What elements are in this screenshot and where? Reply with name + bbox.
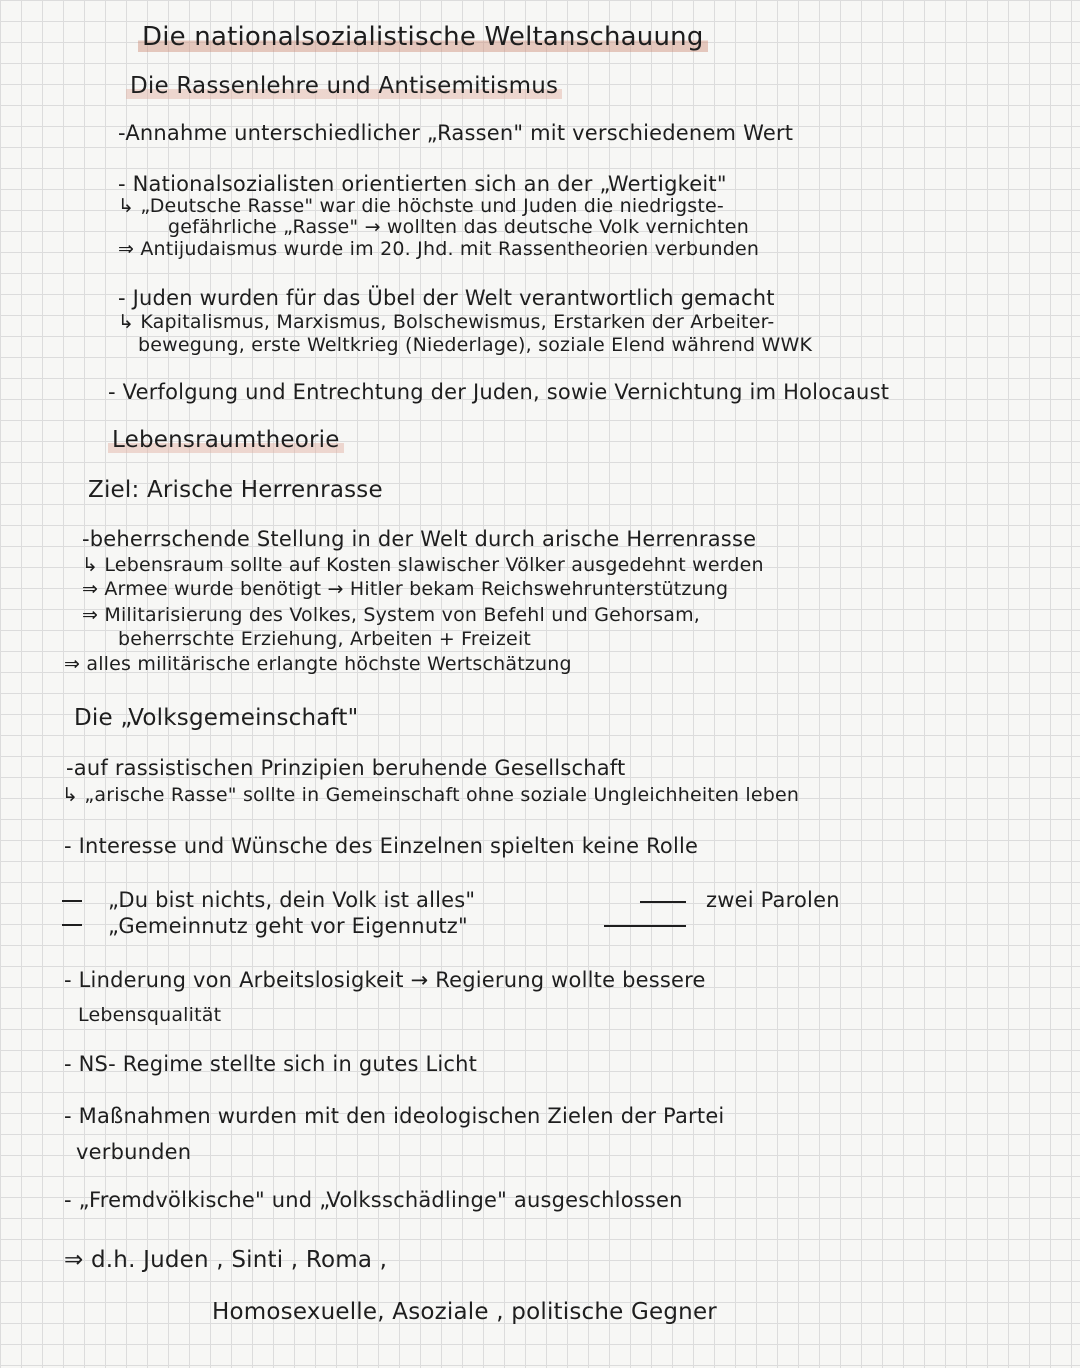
- section-heading-volksgemeinschaft: [74, 704, 358, 732]
- section-heading-text: Die „Volksgemeinschaft": [74, 705, 359, 731]
- note-line: - Maßnahmen wurden mit den ideologischen Zielen der Partei: [64, 1104, 725, 1128]
- slogan-line: „Du bist nichts, dein Volk ist alles": [108, 888, 476, 912]
- note-line: beherrschte Erziehung, Arbeiten + Freizeit: [118, 628, 532, 650]
- note-line: ⇒ d.h. Juden , Sinti , Roma ,: [64, 1247, 388, 1273]
- note-line: - Nationalsozialisten orientierten sich an der „Wertigkeit": [118, 172, 727, 196]
- note-line: ↳ Kapitalismus, Marxismus, Bolschewismus, Erstarken der Arbeiter-: [118, 311, 775, 333]
- note-line: - Linderung von Arbeitslosigkeit → Regierung wollte bessere: [64, 968, 706, 992]
- note-line: ⇒ Militarisierung des Volkes, System von Befehl und Gehorsam,: [82, 604, 701, 626]
- section-goal: Ziel: Arische Herrenrasse: [88, 477, 383, 503]
- note-line: ⇒ Armee wurde benötigt → Hitler bekam Reichswehrunterstützung: [82, 578, 729, 600]
- note-line: ⇒ Antijudaismus wurde im 20. Jhd. mit Rassentheorien verbunden: [118, 238, 760, 260]
- section-heading-lebensraum: [108, 426, 344, 454]
- note-line: - Interesse und Wünsche des Einzelnen spielten keine Rolle: [64, 834, 699, 858]
- note-line: - Juden wurden für das Übel der Welt verantwortlich gemacht: [118, 286, 775, 310]
- note-line: Homosexuelle, Asoziale , politische Gegner: [212, 1299, 717, 1325]
- section-heading-text: Lebensraumtheorie: [108, 427, 344, 453]
- note-line: - NS- Regime stellte sich in gutes Licht: [64, 1052, 478, 1076]
- note-line: -auf rassistischen Prinzipien beruhende Gesellschaft: [66, 756, 626, 780]
- note-line: -beherrschende Stellung in der Welt durch arische Herrenrasse: [82, 527, 757, 551]
- section-heading-text: Die Rassenlehre und Antisemitismus: [126, 73, 562, 99]
- connector-line: [604, 925, 686, 927]
- note-line: - „Fremdvölkische" und „Volksschädlinge" ausgeschlossen: [64, 1188, 683, 1212]
- connector-line: [640, 901, 686, 903]
- section-heading-rassenlehre: [126, 72, 562, 100]
- slogan-line: „Gemeinnutz geht vor Eigennutz": [108, 914, 468, 938]
- note-line: verbunden: [76, 1140, 192, 1164]
- slogan-note: zwei Parolen: [706, 888, 840, 912]
- note-line: - Verfolgung und Entrechtung der Juden, sowie Vernichtung im Holocaust: [108, 380, 890, 404]
- dash-mark: [62, 900, 82, 902]
- dash-mark: [62, 924, 82, 926]
- note-line: -Annahme unterschiedlicher „Rassen" mit verschiedenem Wert: [118, 121, 794, 145]
- note-line: ↳ „Deutsche Rasse" war die höchste und Juden die niedrigste-: [118, 195, 724, 217]
- page-title: [138, 22, 708, 52]
- note-line: gefährliche „Rasse" → wollten das deutsche Volk vernichten: [168, 216, 749, 238]
- note-line: bewegung, erste Weltkrieg (Niederlage), soziale Elend während WWK: [138, 334, 813, 356]
- page-title-text: Die nationalsozialistische Weltanschauung: [138, 22, 708, 52]
- note-line: ↳ Lebensraum sollte auf Kosten slawischer Völker ausgedehnt werden: [82, 554, 764, 576]
- note-line: Lebensqualität: [78, 1004, 222, 1026]
- note-line: ↳ „arische Rasse" sollte in Gemeinschaft ohne soziale Ungleichheiten leben: [62, 784, 800, 806]
- note-line: ⇒ alles militärische erlangte höchste Wertschätzung: [64, 653, 572, 675]
